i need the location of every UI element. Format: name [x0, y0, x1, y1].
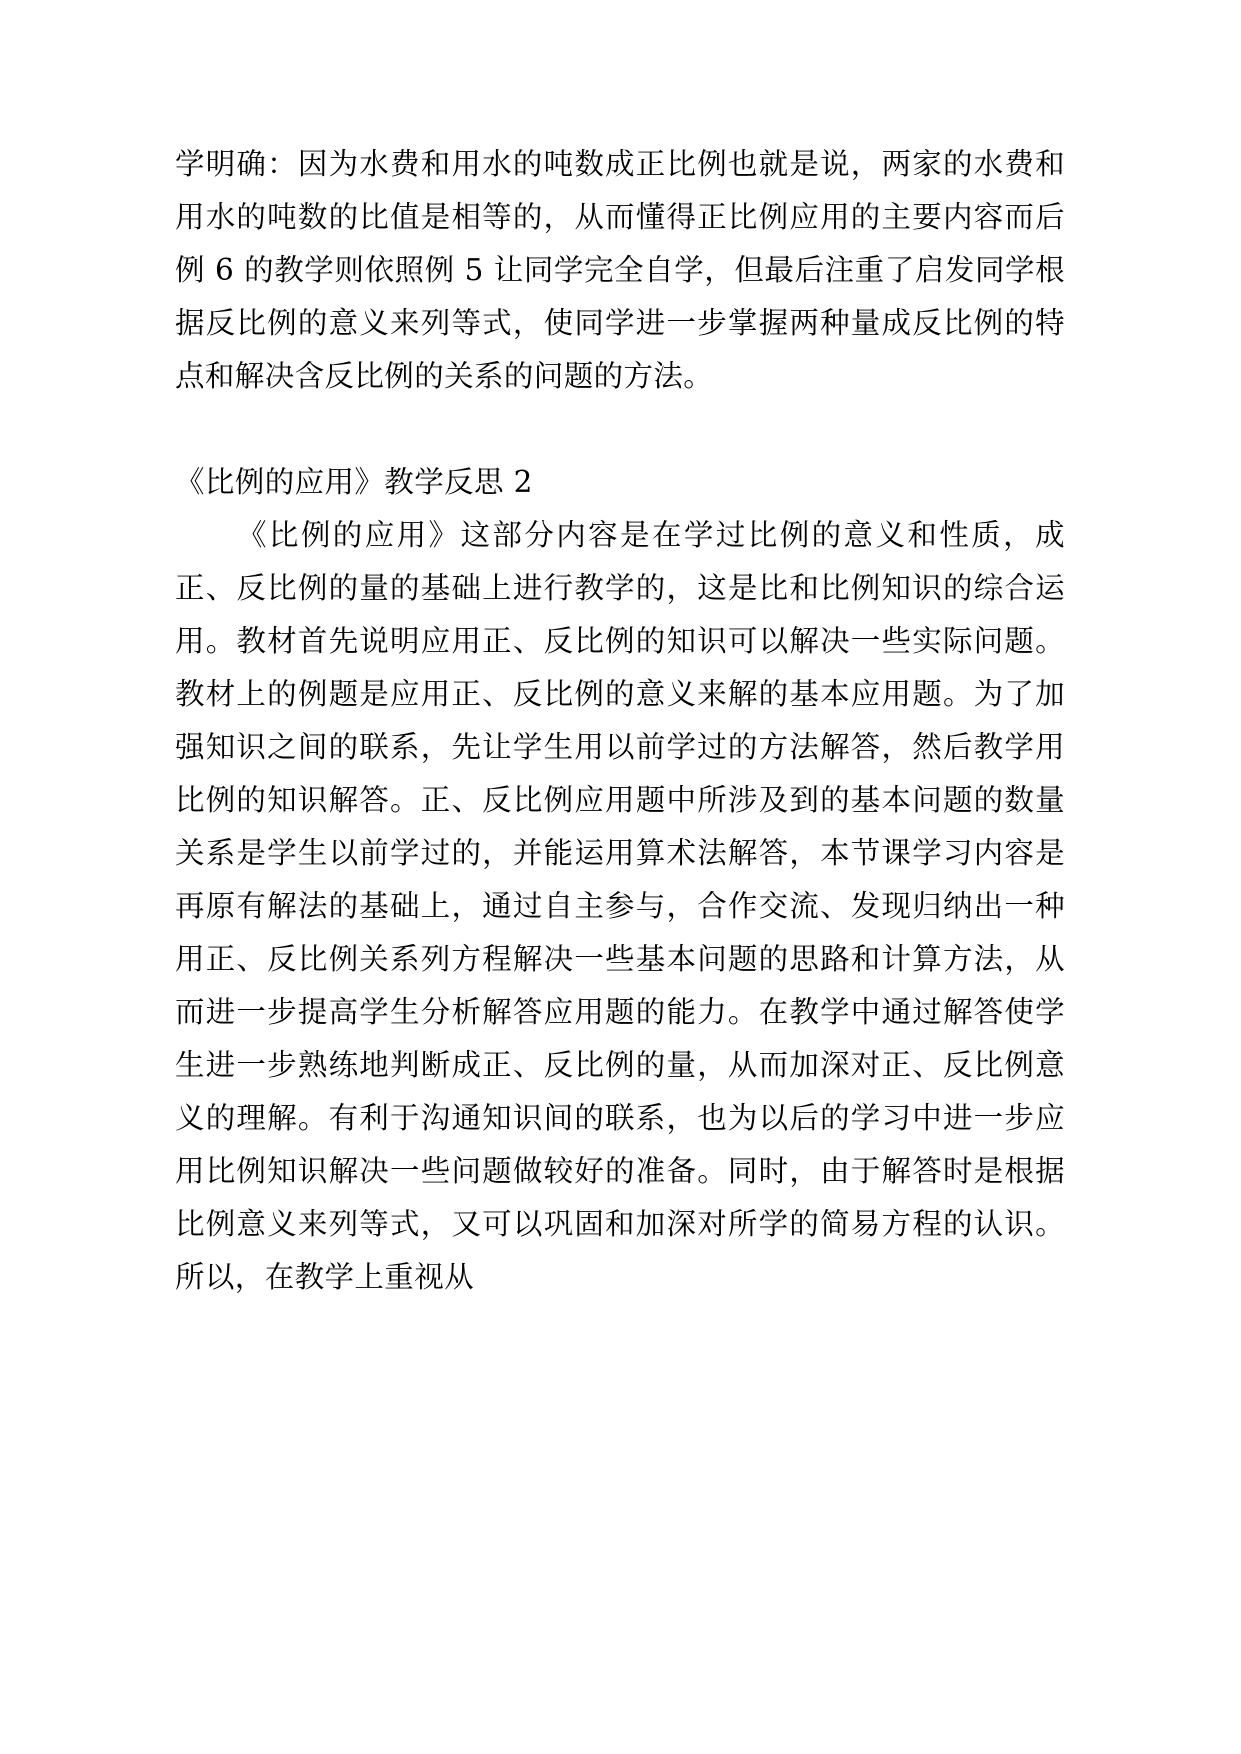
document-body	[175, 138, 1065, 1304]
paragraph-body: 《比例的应用》这部分内容是在学过比例的意义和性质，成正、反比例的量的基础上进行教学的，这是比和比例知识的综合运用。教材首先说明应用正、反比例的知识可以解决一些实际问题。教材上的例题是应用正、反比例的意义来解的基本应用题。为了加强知识之间的联系，先让学生用以前学过的方法解答，然后教学用比例的知识解答。正、反比例应用题中所涉及到的基本问题的数量关系是学生以前学过的，并能运用算术法解答，本节课学习内容是再原有解法的基础上，通过自主参与，合作交流、发现归纳出一种用正、反比例关系列方程解决一些基本问题的思路和计算方法，从而进一步提高学生分析解答应用题的能力。在教学中通过解答使学生进一步熟练地判断成正、反比例的量，从而加深对正、反比例意义的理解。有利于沟通知识间的联系，也为以后的学习中进一步应用比例知识解决一些问题做较好的准备。同时，由于解答时是根据比例意义来列等式，又可以巩固和加深对所学的简易方程的认识。所以，在教学上重视从	[175, 518, 1065, 1294]
paragraph-continuation: 学明确：因为水费和用水的吨数成正比例也就是说，两家的水费和用水的吨数的比值是相等的，从而懂得正比例应用的主要内容而后例 6 的教学则依照例 5 让同学完全自学，但最后注重了启发同学根据反比例的意义来列等式，使同学进一步掌握两种量成反比例的特点和解决含反比例的关系的问题的方法。	[175, 147, 1065, 393]
paragraph-spacer	[175, 403, 1065, 456]
section-heading: 《比例的应用》教学反思 2	[175, 465, 533, 499]
